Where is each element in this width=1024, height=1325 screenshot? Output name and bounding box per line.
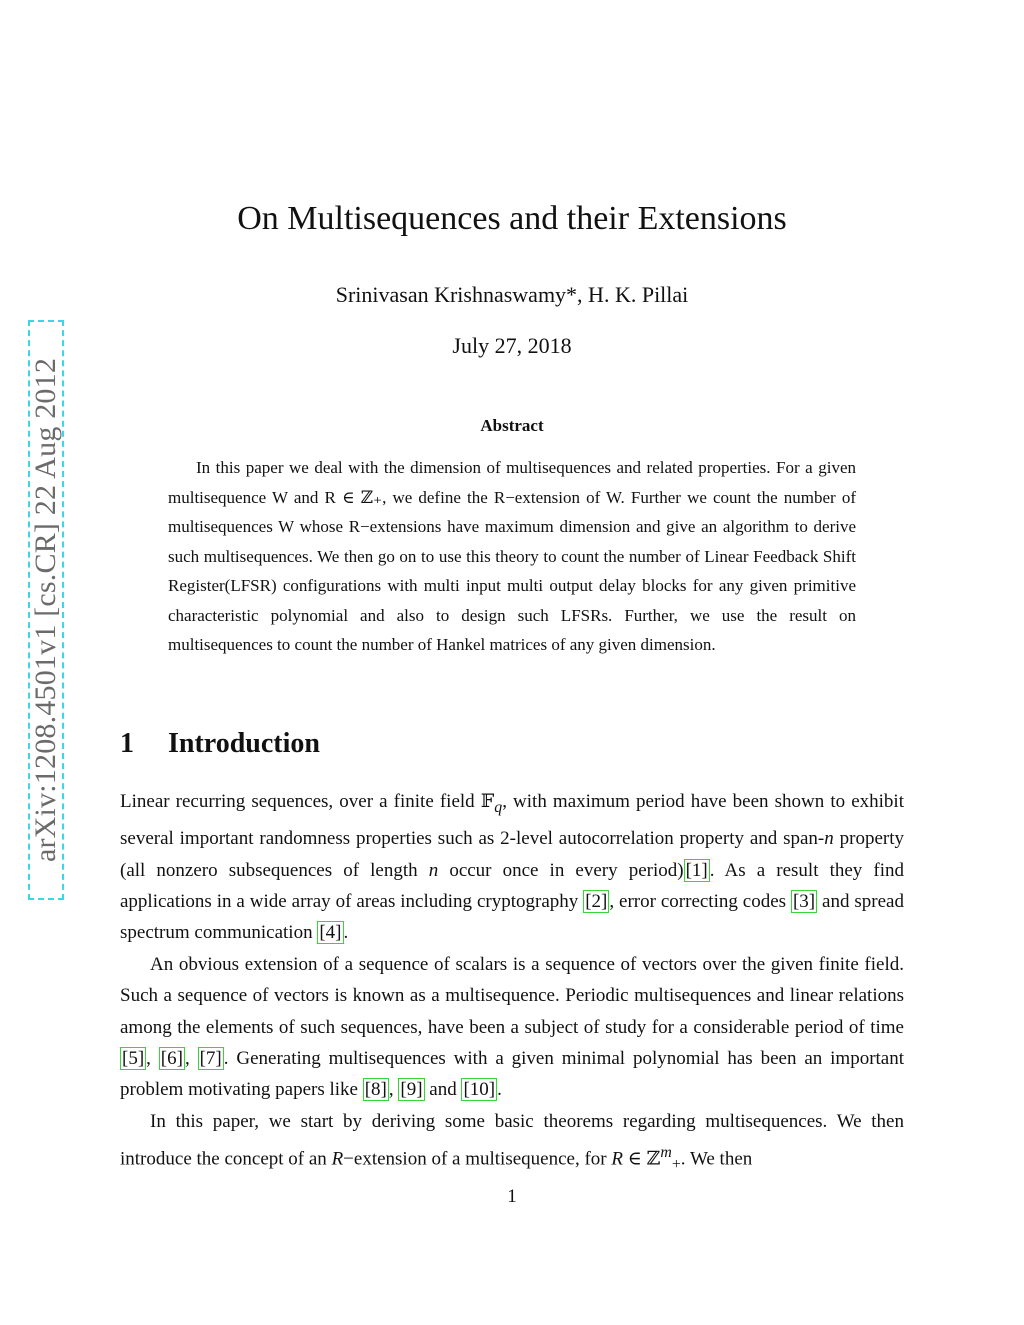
paragraph-1: Linear recurring sequences, over a finite field 𝔽$_q$, with maximum period have been shown to exhibit several important randomness properties such as 2-level autocorrelation property and span-n property (all nonzero subsequences of length n occur once in every period) [1] . As a result they find applications in a wide array of areas including cryptography [2] , error correcting codes [3] and spread spectrum communication [4] . bbox=[120, 791, 904, 944]
page-number: 1 bbox=[507, 1186, 517, 1207]
citation-link-6[interactable]: [6] bbox=[160, 1048, 183, 1070]
paper-authors: Srinivasan Krishnaswamy*, H. K. Pillai bbox=[335, 282, 689, 307]
body-text bbox=[120, 786, 904, 1181]
citation-link-7[interactable]: [7] bbox=[199, 1048, 222, 1070]
paper-title: On Multisequences and their Extensions bbox=[237, 200, 787, 237]
paragraph-3: In this paper, we start by deriving some basic theorems regarding multisequences. We then introduce the concept of an R−extension of a multisequence, for R ∈ ℤ$^m_+$. We then bbox=[120, 1110, 904, 1174]
citation-link-2[interactable]: [2] bbox=[585, 891, 608, 913]
citation-link-5[interactable]: [5] bbox=[122, 1048, 145, 1070]
arxiv-identifier-stamp bbox=[28, 320, 64, 900]
abstract-text: In this paper we deal with the dimension of multisequences and related properties. For a given multisequence W and R ∈ ℤ₊, we define the R−extension of W. Further we count the number of multisequences W whose R−extensions have maximum dimension and give an algorithm to derive such multisequences. We then go on to use this theory to count the number of Linear Feedback Shift Register(LFSR) configurations with multi input multi output delay blocks for any given primitive characteristic polynomial and also to design such LFSRs. Further, we use the result on multisequences to count the number of Hankel matrices of any given dimension. bbox=[168, 458, 856, 654]
citation-link-4[interactable]: [4] bbox=[319, 922, 342, 944]
arxiv-identifier-text: arXiv:1208.4501v1 [cs.CR] 22 Aug 2012 bbox=[29, 357, 63, 863]
paper-date: July 27, 2018 bbox=[452, 333, 572, 358]
citation-link-10[interactable]: [10] bbox=[463, 1079, 496, 1101]
section-title: Introduction bbox=[168, 728, 320, 759]
paragraph-2: An obvious extension of a sequence of scalars is a sequence of vectors over the given finite field. Such a sequence of vectors is known as a multisequence. Periodic multisequences and linear relations among the elements of such sequences, have been a subject of study for a considerable period of time [5] , [6] , [7] . Generating multisequences with a given minimal polynomial has been an important problem motivating papers like [8] , [9] and [10] . bbox=[120, 953, 905, 1101]
citation-link-9[interactable]: [9] bbox=[400, 1079, 423, 1101]
section-number: 1 bbox=[120, 728, 134, 759]
citation-link-1[interactable]: [1] bbox=[685, 859, 708, 881]
citation-link-3[interactable]: [3] bbox=[792, 891, 816, 913]
section-heading bbox=[120, 728, 320, 760]
abstract-heading: Abstract bbox=[480, 416, 544, 435]
citation-link-8[interactable]: [8] bbox=[364, 1079, 387, 1101]
